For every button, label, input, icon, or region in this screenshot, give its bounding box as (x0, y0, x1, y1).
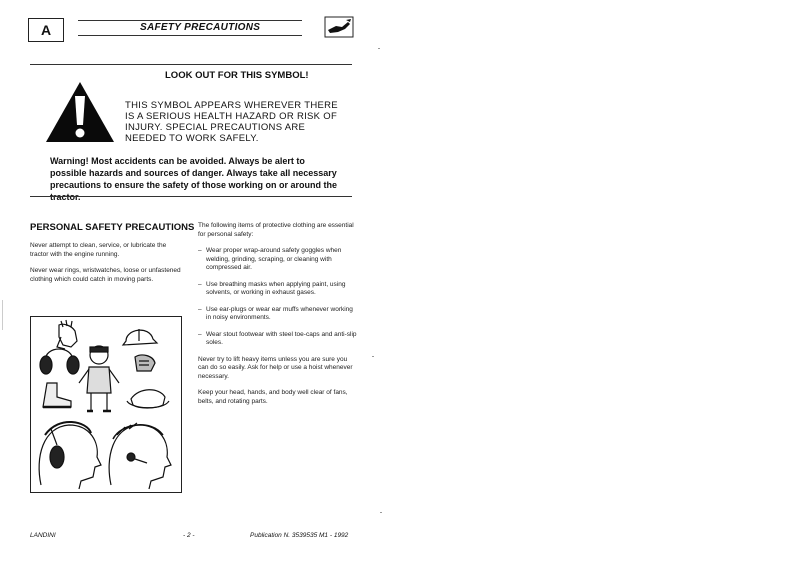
clear-of-fans-paragraph: Keep your head, hands, and body well clear of fans, belts, and rotating parts. (198, 389, 348, 405)
protective-equipment-illustration (30, 316, 182, 493)
page-title: SAFETY PRECAUTIONS (140, 22, 261, 33)
gloves-icon (57, 320, 77, 349)
warning-top-rule (30, 64, 352, 65)
personal-safety-para-1: Never attempt to clean, service, or lubricate the tractor with the engine running. (30, 242, 167, 258)
header-top-rule (78, 20, 302, 21)
footer-page-number: - 2 - (183, 532, 195, 539)
header-bottom-rule (78, 35, 302, 36)
personal-safety-para-2: Never wear rings, wristwatches, loose or unfastened clothing which could catch in moving parts. (30, 267, 181, 283)
worker-figure-icon (79, 346, 119, 411)
scan-edge (2, 300, 3, 330)
warning-bottom-rule (30, 196, 352, 197)
list-item: – Use ear-plugs or wear ear muffs whenever working in noisy environments. (198, 306, 358, 323)
protective-clothing-intro: The following items of protective clothing are essential for personal safety: (198, 222, 354, 238)
list-item: – Wear stout footwear with steel toe-caps and anti-slip soles. (198, 331, 358, 348)
footer-publication: Publication N. 3539535 M1 - 1992 (250, 532, 349, 539)
scan-speck (378, 48, 380, 49)
ear-muffs-icon (40, 349, 79, 374)
protective-clothing-list (198, 247, 358, 348)
lifting-paragraph: Never try to lift heavy items unless you are sure you can do so easily. Ask for help or use a hoist whenever necessary. (198, 355, 353, 380)
section-letter-box: A (28, 18, 64, 42)
safety-goggles-icon (127, 390, 169, 408)
personal-safety-title: PERSONAL SAFETY PRECAUTIONS (30, 222, 195, 233)
warning-triangle-icon (44, 80, 116, 149)
list-item: – Use breathing masks when applying paint, using solvents, or working in exhaust gases. (198, 281, 358, 298)
scan-speck (380, 512, 382, 513)
breathing-mask-icon (135, 355, 155, 371)
list-item: – Wear proper wrap-around safety goggles when welding, grinding, scraping, or cleaning with compressed air. (198, 247, 358, 273)
head-ear-plug-icon (109, 423, 171, 489)
warning-symbol-text: THIS SYMBOL APPEARS WHEREVER THERE IS A SERIOUS HEALTH HAZARD OR RISK OF INJURY. SPECIAL PRECAUTIONS ARE NEEDED TO WORK SAFELY. (125, 100, 338, 144)
wrench-hand-icon (324, 16, 354, 43)
hard-hat-icon (123, 329, 157, 345)
footer-brand: LANDINI (30, 532, 56, 539)
right-column (198, 222, 358, 414)
warning-bold-text: Warning! Most accidents can be avoided. Always be alert to possible hazards and sources of danger. Always take all necessary precautions to ensure the safety of those working on or around the tractor. (50, 156, 338, 202)
warning-heading: LOOK OUT FOR THIS SYMBOL! (165, 70, 309, 81)
head-ear-muffs-icon (39, 422, 101, 489)
scan-speck (372, 356, 374, 357)
safety-boot-icon (43, 383, 71, 407)
